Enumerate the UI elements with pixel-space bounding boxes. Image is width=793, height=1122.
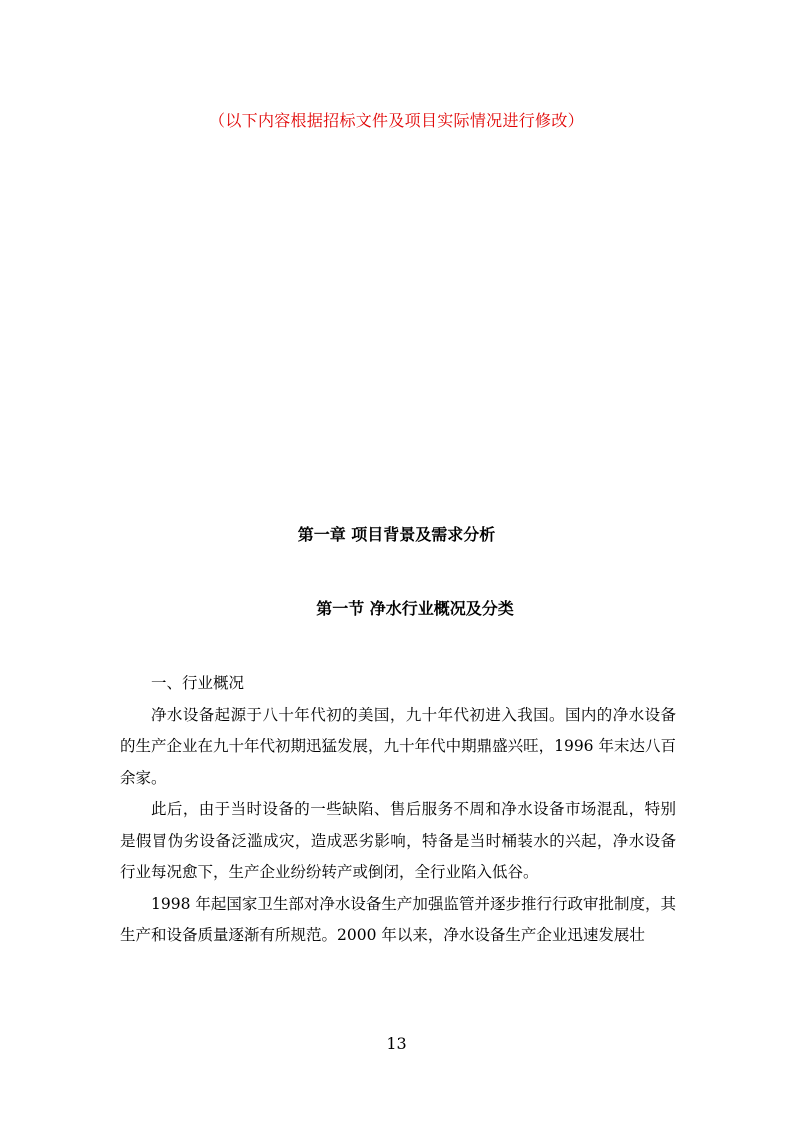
paragraph: 1998 年起国家卫生部对净水设备生产加强监管并逐步推行行政审批制度，其生产和设备质量逐渐有所规范。2000 年以来，净水设备生产企业迅速发展壮 xyxy=(120,894,676,944)
subheading: 一、行业概况 xyxy=(151,674,245,692)
body-text xyxy=(120,668,676,952)
paragraph: 净水设备起源于八十年代初的美国，九十年代初进入我国。国内的净水设备的生产企业在九十年代初期迅猛发展，九十年代中期鼎盛兴旺，1996 年末达八百余家。 xyxy=(120,705,676,787)
chapter-title: 第一章 项目背景及需求分析 xyxy=(297,525,496,544)
revision-note: （以下内容根据招标文件及项目实际情况进行修改） xyxy=(209,111,584,130)
paragraph: 此后，由于当时设备的一些缺陷、售后服务不周和净水设备市场混乱，特别是假冒伪劣设备泛滥成灾，造成恶劣影响，特备是当时桶装水的兴起，净水设备行业每况愈下，生产企业纷纷转产或倒闭，全行业陷入低谷。 xyxy=(120,800,676,881)
section-title: 第一节 净水行业概况及分类 xyxy=(316,599,514,618)
page-number: 13 xyxy=(386,1034,407,1053)
